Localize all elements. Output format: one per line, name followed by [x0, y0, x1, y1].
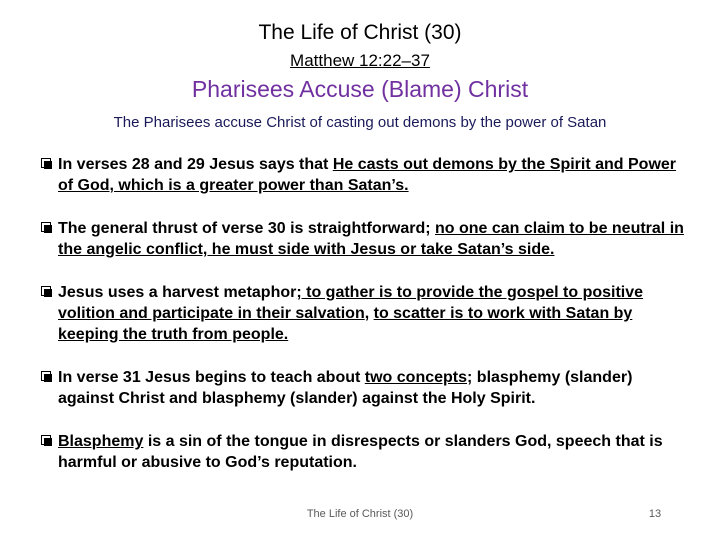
scripture-reference [0, 50, 720, 72]
bullet-item [40, 282, 688, 345]
intro-line: The Pharisees accuse Christ of casting out demons by the power of Satan [113, 114, 607, 131]
text-segment: Jesus uses a harvest metaphor [58, 284, 297, 301]
underlined-text: Blasphemy [58, 433, 144, 450]
scripture-reference-text: Matthew 12:22–37 [290, 51, 430, 70]
bullet-item [40, 431, 688, 473]
bullet-text [58, 369, 632, 407]
bullet-item [40, 367, 688, 409]
bullet-item [40, 154, 688, 196]
bullet-item [40, 218, 688, 260]
bullet-text [58, 156, 676, 194]
text-segment: ; blasphemy (slander) against Christ and blasphemy (slander) against the Holy Spirit. [58, 369, 633, 407]
text-segment: In verses 28 and 29 Jesus says that [58, 156, 333, 173]
slide-heading: Pharisees Accuse (Blame) Christ [191, 76, 529, 102]
bullet-text [58, 433, 663, 471]
page-number: 13 [648, 508, 662, 520]
checkbox-bullet-icon [41, 158, 51, 168]
text-segment: The general thrust of verse 30 is straightforward; [58, 220, 435, 237]
slide-title: The Life of Christ (30) [258, 21, 462, 44]
checkbox-bullet-icon [41, 371, 51, 381]
underlined-text: to scatter is to work with Satan by keeping the truth from people. [58, 305, 633, 343]
checkbox-bullet-icon [41, 222, 51, 232]
underlined-text: ; to gather is to provide the gospel to positive volition and participate in their salvation [58, 284, 644, 322]
underlined-text: two concepts [364, 369, 468, 386]
text-segment: In verse 31 Jesus begins to teach about [58, 369, 365, 386]
bullet-text [58, 284, 643, 343]
footer-text: The Life of Christ (30) [306, 508, 414, 520]
checkbox-bullet-icon [41, 435, 51, 445]
underlined-text: He casts out demons by the Spirit and Power of God, which is a greater power than Satan’s. [58, 156, 677, 194]
checkbox-bullet-icon [41, 286, 51, 296]
text-segment: , [364, 305, 374, 322]
bullet-list [40, 154, 688, 495]
bullet-text [58, 220, 684, 258]
underlined-text: no one can claim to be neutral in the angelic conflict, he must side with Jesus or take Satan’s side. [58, 220, 684, 258]
text-segment: is a sin of the tongue in disrespects or slanders God, speech that is harmful or abusive to God’s reputation. [58, 433, 663, 471]
